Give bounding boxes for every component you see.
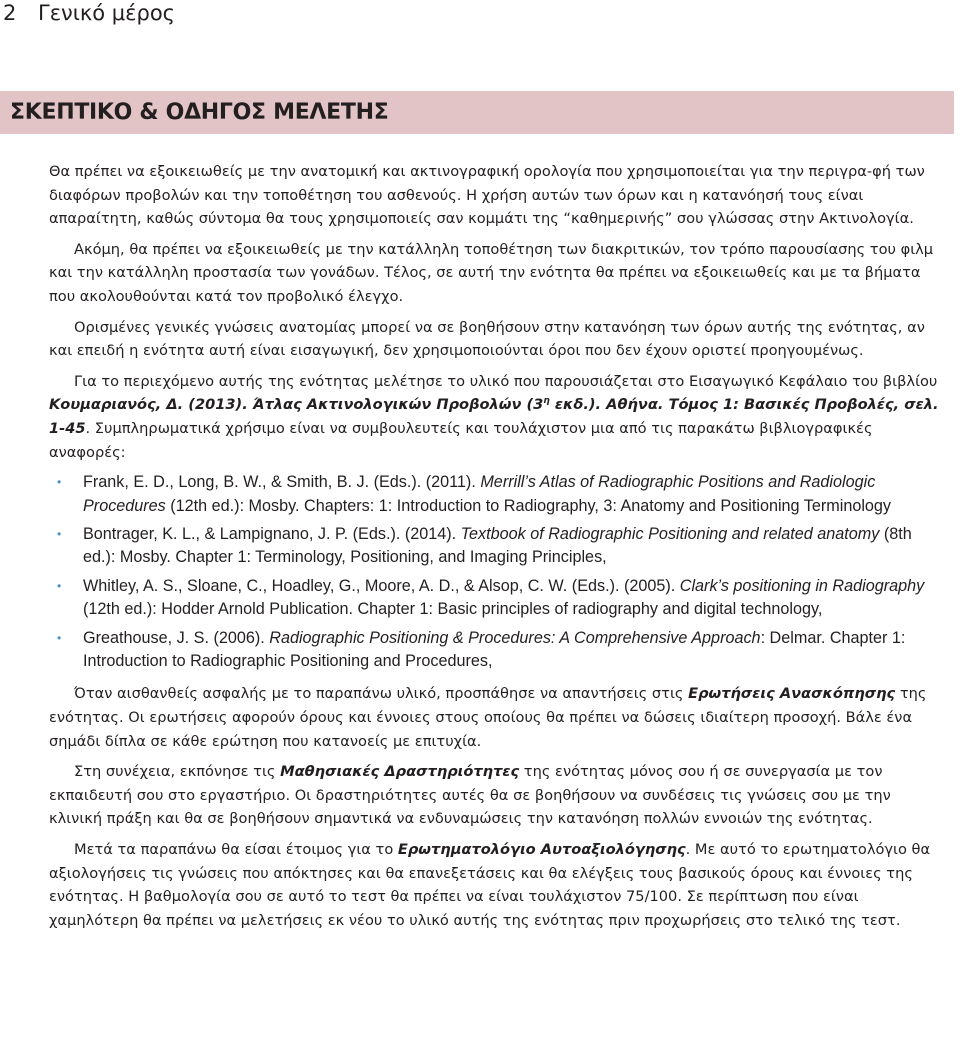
paragraph-markers: Ακόμη, θα πρέπει να εξοικειωθείς με την κατάλληλη τοποθέτηση των διακριτικών, τον τρόπο παρουσίασης του φιλμ και την κατάλληλη προστασία των γονάδων. Τέλος, σε αυτή την ενότητα θα πρέπει να εξοικειωθείς και με τα βήματα που ακολουθούνται κατά τον προβολικό έλεγχο. xyxy=(49,240,934,305)
section-title: ΣΚΕΠΤΙΚΟ & ΟΔΗΓΟΣ ΜΕΛΕΤΗΣ xyxy=(10,100,389,125)
reference-details: (12th ed.): Hodder Arnold Publication. Chapter 1: Basic principles of radiography and digital technology, xyxy=(83,600,823,619)
section-banner xyxy=(0,91,954,134)
reference-title: Textbook of Radiographic Positioning and related anatomy xyxy=(460,524,880,543)
textbook-edition-sup: η xyxy=(543,396,550,407)
reference-item xyxy=(57,471,944,518)
reference-details: (12th ed.): Mosby. Chapters: 1: Introduction to Radiography, 3: Anatomy and Positioning Terminology xyxy=(165,496,892,515)
reference-title: Radiographic Positioning & Procedures: A Comprehensive Approach xyxy=(269,628,761,647)
reference-authors: Bontrager, K. L., & Lampignano, J. P. (Eds.). (2014). xyxy=(83,524,461,543)
self-assessment-term: Ερωτηματολόγιο Αυτοαξιολόγησης xyxy=(397,840,686,858)
reference-list xyxy=(49,471,944,673)
bullet-icon: • xyxy=(57,578,62,593)
page-number: 2 xyxy=(3,1,17,25)
review-text-tail: της ενότητας. Οι ερωτήσεις αφορούν όρους και έννοιες στους οποίους θα πρέπει να δώσεις ιδιαίτερη προσοχή. Βάλε ένα σημάδι δίπλα σε κάθε ερώτηση που κατανοείς με επιτυχία. xyxy=(49,685,927,750)
reference-item xyxy=(57,575,944,622)
paragraph-self-assessment xyxy=(49,838,944,932)
review-questions-term: Ερωτήσεις Ανασκόπησης xyxy=(688,685,896,703)
reference-item xyxy=(57,523,944,570)
running-title: Γενικό μέρος xyxy=(38,1,176,25)
assessment-text-lead: Μετά τα παραπάνω θα είσαι έτοιμος για το xyxy=(74,840,398,858)
paragraph-review-questions xyxy=(49,682,944,753)
reference-title: Merrill’s Atlas of Radiographic Positions and Radiologic Procedures xyxy=(83,473,876,515)
assessment-text-tail: . Με αυτό το ερωτηματολόγιο θα αξιολογήσεις τις γνώσεις που απόκτησες και θα επανεξετάσεις και θα ελέγξεις τους βασικούς όρους και έννοιες της ενότητας. Η βαθμολογία σου σε αυτό το τεστ θα πρέπει να είναι τουλάχιστον 75/100. Σε περίπτωση που είναι χαμηλότερη θα πρέπει να μελετήσεις εκ νέου το υλικό αυτής της ενότητας πριν προχωρήσεις στο τελικό της τεστ. xyxy=(49,840,931,929)
activities-text-tail: της ενότητας μόνος σου ή σε συνεργασία με τον εκπαιδευτή σου στο εργαστήριο. Οι δραστηριότητες αυτές θα σε βοηθήσουν να συνδέσεις τις γνώσεις σου με την κλινική πράξη και θα σε βοηθήσουν σημαντικά να ενδυναμώσεις την κατανόηση πολλών εννοιών της ενότητας. xyxy=(49,763,891,828)
reference-details: : Delmar. Chapter 1: Introduction to Radiographic Positioning and Procedures, xyxy=(83,628,906,670)
bullet-icon: • xyxy=(57,526,62,541)
reference-authors: Greathouse, J. S. (2006). xyxy=(83,628,270,647)
paragraph-anatomy: Ορισμένες γενικές γνώσεις ανατομίας μπορεί να σε βοηθήσουν στην κατανόηση των όρων αυτής της ενότητας, αν και επειδή η ενότητα αυτή είναι εισαγωγική, δεν χρησιμοποιούνται όροι που δεν έχουν οριστεί προηγουμένως. xyxy=(49,318,925,360)
activities-term: Μαθησιακές Δραστηριότητες xyxy=(280,763,520,781)
reference-authors: Frank, E. D., Long, B. W., & Smith, B. J. (Eds.). (2011). xyxy=(83,473,481,492)
reference-title: Clark’s positioning in Radiography xyxy=(679,576,925,595)
bullet-icon: • xyxy=(57,475,62,490)
textbook-citation-a: Κουμαριανός, Δ. (2013). Άτλας Ακτινολογικών Προβολών (3 xyxy=(49,396,544,414)
textbook-citation-b: εκδ.). Αθήνα. Τόμος 1: Βασικές Προβολές, σελ. 1-45 xyxy=(49,396,939,437)
document-body xyxy=(49,160,944,939)
activities-text-lead: Στη συνέχεια, εκπόνησε τις xyxy=(74,763,281,781)
paragraph-intro: Θα πρέπει να εξοικειωθείς με την ανατομική και ακτινογραφική ορολογία που χρησιμοποιείται για την περιγρα-φή των διαφόρων προβολών και την τοποθέτηση του ασθενούς. Η χρήση αυτών των όρων και η κατανόησή τους είναι απαραίτητη, καθώς σύντομα θα τους χρησιμοποιείς σαν κομμάτι της “καθημερινής” σου γλώσσας στην Ακτινολογία. xyxy=(49,163,925,228)
reference-authors: Whitley, A. S., Sloane, C., Hoadley, G., Moore, A. D., & Alsop, C. W. (Eds.). (2005). xyxy=(83,576,680,595)
review-text-lead: Όταν αισθανθείς ασφαλής με το παραπάνω υλικό, προσπάθησε να απαντήσεις στις xyxy=(74,685,689,703)
bullet-icon: • xyxy=(57,630,62,645)
paragraph-study-material xyxy=(49,370,944,464)
study-text-lead: Για το περιεχόμενο αυτής της ενότητας μελέτησε το υλικό που παρουσιάζεται στο Εισαγωγικό Κεφάλαιο του βιβλίου xyxy=(74,372,938,390)
study-text-tail: . Συμπληρωματικά χρήσιμο είναι να συμβουλευτείς και τουλάχιστον μια από τις παρακάτω βιβλιογραφικές αναφορές: xyxy=(49,419,873,461)
reference-item xyxy=(57,627,944,674)
paragraph-activities xyxy=(49,760,944,831)
reference-details: (8th ed.): Mosby. Chapter 1: Terminology, Positioning, and Imaging Principles, xyxy=(83,524,912,567)
